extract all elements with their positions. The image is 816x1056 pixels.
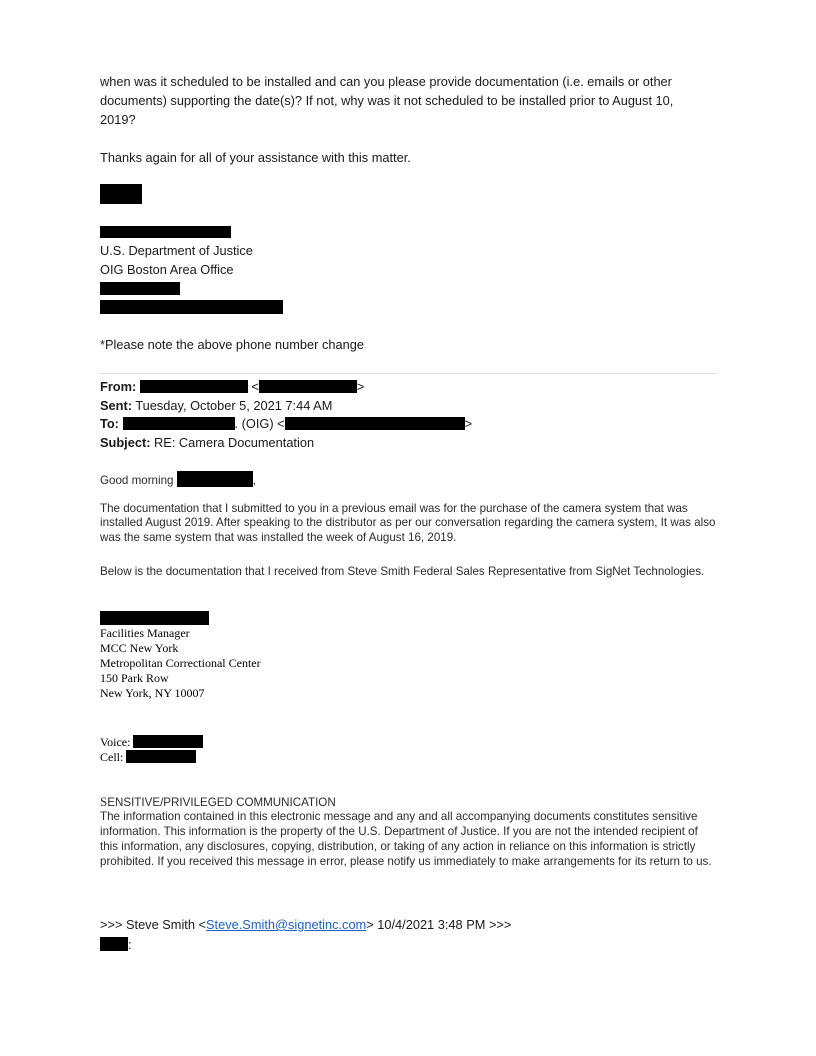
cell-row [100,750,196,765]
subject-value: RE: Camera Documentation [150,435,315,450]
signer-title: Facilities Manager [100,626,190,640]
body-para1-line2: installed August 2019. After speaking to the distributor as per our conversation regarding the camera system, It was also [100,516,716,529]
sender-email-link[interactable]: Steve.Smith@signetinc.com [206,917,367,932]
redaction-to-email [285,417,465,430]
redaction-from-name [140,380,248,393]
notice-heading [100,795,336,811]
salutation-colon: : [128,937,132,952]
notice-heading-initial: S [100,794,108,809]
redaction-from-email [259,380,357,393]
signer-unit: MCC New York [100,641,179,655]
redaction-cell-number [126,750,196,763]
cell-label: Cell: [100,750,124,764]
to-label: To: [100,416,119,431]
notice-line-2: information. This information is the property of the U.S. Department of Justice. If you are not the intended recipient of [100,825,698,838]
notice-heading-rest: ENSITIVE/PRIVILEGED COMMUNICATION [107,796,336,809]
signer-street: 150 Park Row [100,671,169,685]
redaction-voice-number [133,735,203,748]
signer-city: New York, NY 10007 [100,686,205,700]
phone-change-note: *Please note the above phone number change [100,337,364,352]
redaction-sender-title [100,226,231,238]
from-row [100,377,364,396]
sent-value: Tuesday, October 5, 2021 7:44 AM [132,398,333,413]
notice-line-4: prohibited. If you received this message in error, please notify us immediately to make arrangements for its return to us. [100,855,712,868]
signature-org: U.S. Department of Justice [100,243,253,258]
forward-suffix: > 10/4/2021 3:48 PM >>> [366,917,512,932]
greeting-row [100,471,256,489]
from-separator: < [247,379,259,394]
header-divider [100,373,716,374]
intro-line-1: when was it scheduled to be installed and can you please provide documentation (i.e. emails or other [100,74,672,89]
sent-label: Sent: [100,398,132,413]
forward-salutation [100,935,132,954]
to-mid: . (OIG) < [234,416,285,431]
sent-row [100,396,332,415]
voice-label: Voice: [100,735,131,749]
redaction-salutation-name [100,937,128,951]
subject-label: Subject: [100,435,151,450]
redaction-greeting-name [177,471,253,487]
intro-line-2: documents) supporting the date(s)? If not, why was it not scheduled to be installed prior to August 10, [100,93,674,108]
notice-line-1: The information contained in this electronic message and any and all accompanying documents constitutes sensitive [100,810,698,823]
redaction-phone [100,282,180,295]
body-para2: Below is the documentation that I received from Steve Smith Federal Sales Representative from SigNet Technologies. [100,565,705,578]
redaction-email [100,300,283,314]
intro-line-3: 2019? [100,112,136,127]
forward-prefix: >>> Steve Smith < [100,917,206,932]
thanks-line: Thanks again for all of your assistance with this matter. [100,150,411,165]
body-para1-line3: was the same system that was installed the week of August 16, 2019. [100,531,457,544]
notice-line-3: this information, any disclosures, copying, distribution, or taking of any action in reliance on this information is strictly [100,840,696,853]
to-end: > [464,416,473,431]
greeting-comma: , [252,474,256,487]
signer-facility: Metropolitan Correctional Center [100,656,261,670]
from-end: > [356,379,365,394]
forward-header [100,915,511,934]
from-label: From: [100,379,137,394]
redaction-to-name [123,417,235,430]
to-row [100,414,472,433]
redaction-sender-name [100,184,142,204]
signature-office: OIG Boston Area Office [100,262,234,277]
body-para1-line1: The documentation that I submitted to you in a previous email was for the purchase of the camera system that was [100,502,688,515]
greeting-text: Good morning [100,474,174,487]
redaction-signer-name [100,611,209,625]
voice-row [100,735,203,750]
subject-row [100,433,314,452]
